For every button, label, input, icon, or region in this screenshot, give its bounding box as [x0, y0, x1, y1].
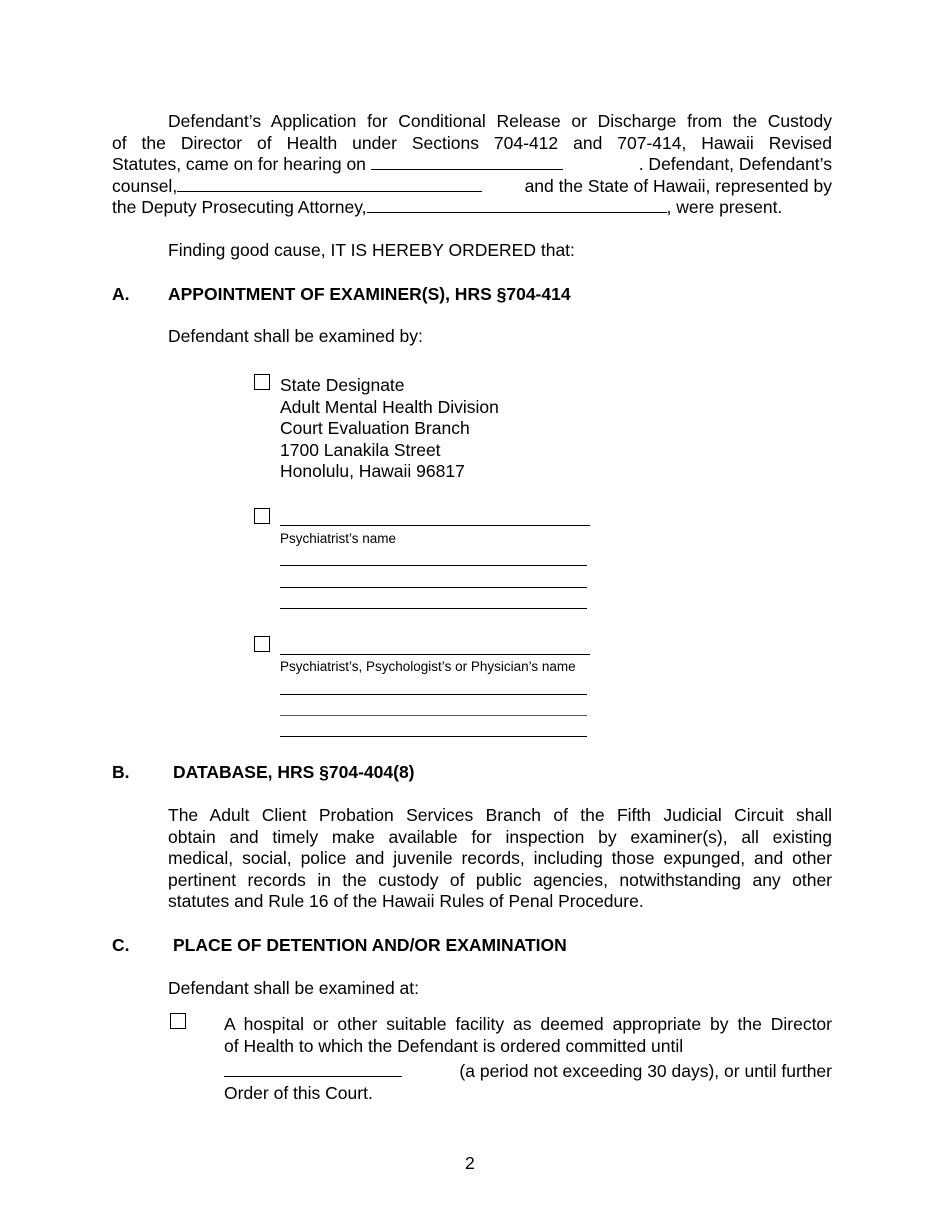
intro-line-1: Defendant’s Application for Conditional Release or Discharge from the Custody — [168, 111, 832, 131]
other-examiner-checkbox[interactable] — [254, 636, 270, 652]
section-c-heading: C. PLACE OF DETENTION AND/OR EXAMINATION — [112, 935, 567, 955]
other-examiner-address-line-1[interactable] — [280, 694, 587, 695]
state-designate-checkbox[interactable] — [254, 374, 270, 390]
intro-line-2: of the Director of Health under Sections 704-412 and 707-414, Hawaii Revised — [112, 132, 832, 153]
finding-text: Finding good cause, IT IS HEREBY ORDERED that: — [168, 240, 575, 260]
commitment-until-date-blank[interactable] — [224, 1061, 402, 1077]
psychiatrist-caption: Psychiatrist’s name — [280, 531, 397, 546]
state-designate-address: State Designate Adult Mental Health Division Court Evaluation Branch 1700 Lanakila Street Honolulu, Hawaii 96817 — [280, 375, 499, 481]
other-examiner-address-line-3[interactable] — [280, 736, 587, 737]
psychiatrist-checkbox[interactable] — [254, 508, 270, 524]
other-examiner-caption: Psychiatrist’s, Psychologist’s or Physician’s name — [280, 659, 576, 674]
other-examiner-name-line[interactable] — [280, 654, 590, 655]
hospital-facility-option: A hospital or other suitable facility as deemed appropriate by the Director of Health to which the Defendant is ordered committed until (a period not exceeding 30 days), or until further Order of this Court. — [224, 1014, 832, 1103]
section-b-paragraph: The Adult Client Probation Services Branch of the Fifth Judicial Circuit shall obtain and timely make available for inspection by examiner(s), all existing medical, social, police and juvenile records, including those expunged, and other pertinent records in the custody of public agencies, notwithstanding any other statutes and Rule 16 of the Hawaii Rules of Penal Procedure. — [168, 805, 832, 911]
counsel-name-blank[interactable] — [177, 176, 482, 192]
other-examiner-address-line-2[interactable] — [280, 715, 587, 716]
prosecutor-name-blank[interactable] — [367, 197, 667, 213]
intro-paragraph — [112, 111, 832, 219]
section-c-lead: Defendant shall be examined at: — [168, 978, 419, 998]
hospital-facility-checkbox[interactable] — [170, 1013, 186, 1029]
hearing-date-blank[interactable] — [371, 154, 563, 170]
page-number: 2 — [465, 1153, 475, 1173]
section-a-heading: A. APPOINTMENT OF EXAMINER(S), HRS §704-414 — [112, 284, 571, 304]
commitment-period-line: (a period not exceeding 30 days), or until further — [224, 1061, 832, 1083]
intro-line-5: the Deputy Prosecuting Attorney, , were present. — [112, 197, 783, 217]
section-a-lead: Defendant shall be examined by: — [168, 326, 423, 346]
psychiatrist-address-line-1[interactable] — [280, 565, 587, 566]
psychiatrist-address-line-2[interactable] — [280, 587, 587, 588]
psychiatrist-address-line-3[interactable] — [280, 608, 587, 609]
intro-line-3: Statutes, came on for hearing on . Defendant, Defendant’s — [112, 154, 832, 174]
section-b-heading: B. DATABASE, HRS §704-404(8) — [112, 762, 415, 782]
psychiatrist-name-line[interactable] — [280, 525, 590, 526]
intro-line-4: counsel, and the State of Hawaii, represented by — [112, 175, 832, 196]
